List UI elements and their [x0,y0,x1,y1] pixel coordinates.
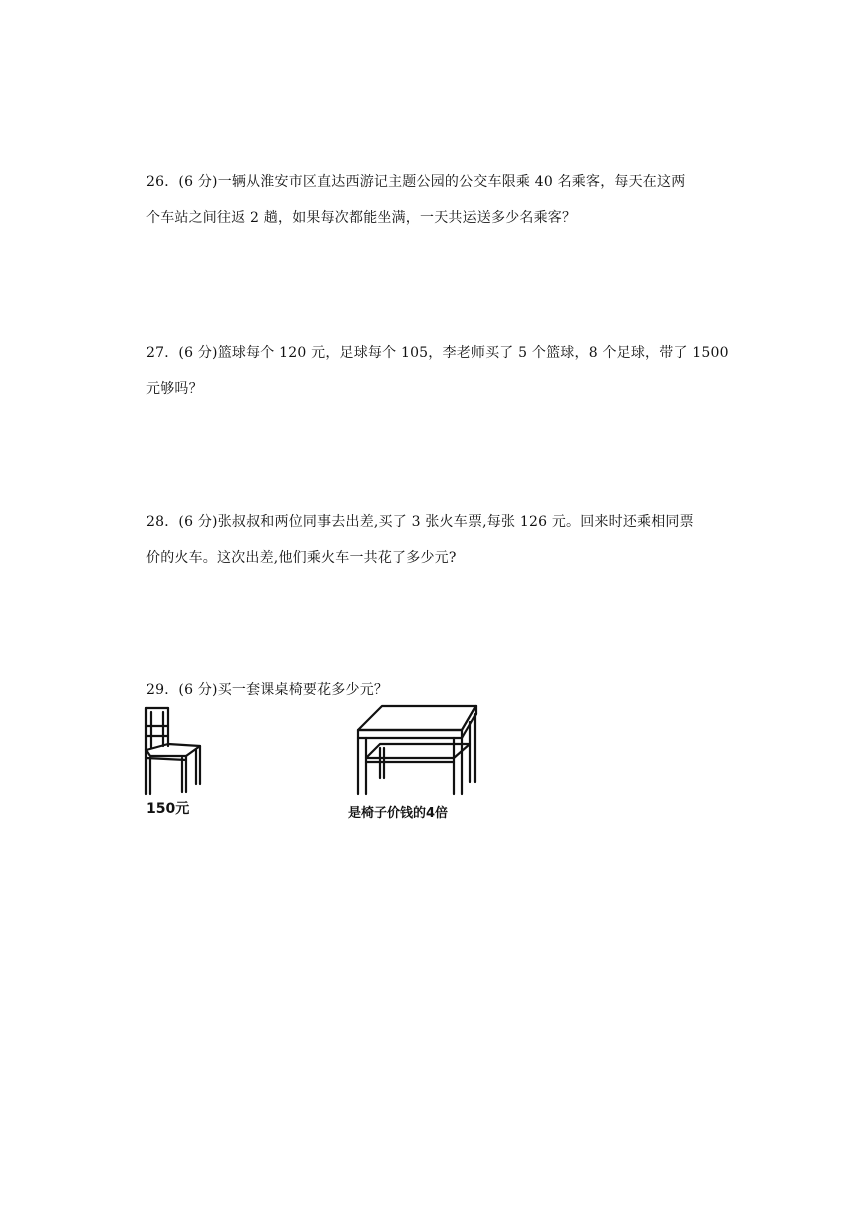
question-27 [146,343,746,399]
question-26-line-2: 个车站之间往返 2 趟，如果每次都能坐满，一天共运送多少名乘客？ [146,210,577,226]
question-27-line-2: 元够吗？ [146,381,203,397]
question-28 [146,512,746,568]
question-27-line-1: 27．(6 分)篮球每个 120 元，足球每个 105，李老师买了 5 个篮球，8 个足球，带了 1500 [146,345,729,361]
question-29 [146,680,746,700]
chair-price-caption: 150元 [146,801,190,817]
question-28-line-2: 价的火车。这次出差,他们乘火车一共花了多少元? [146,550,457,566]
question-26-line-1: 26．(6 分)一辆从淮安市区直达西游记主题公园的公交车限乘 40 名乘客，每天在这两 [146,174,686,190]
desk-price-caption: 是椅子价钱的4倍 [348,806,449,821]
question-28-line-1: 28．(6 分)张叔叔和两位同事去出差,买了 3 张火车票,每张 126 元。回来时还乘相同票 [146,514,694,530]
question-29-line-1: 29．(6 分)买一套课桌椅要花多少元？ [146,682,389,698]
question-26 [146,172,746,228]
